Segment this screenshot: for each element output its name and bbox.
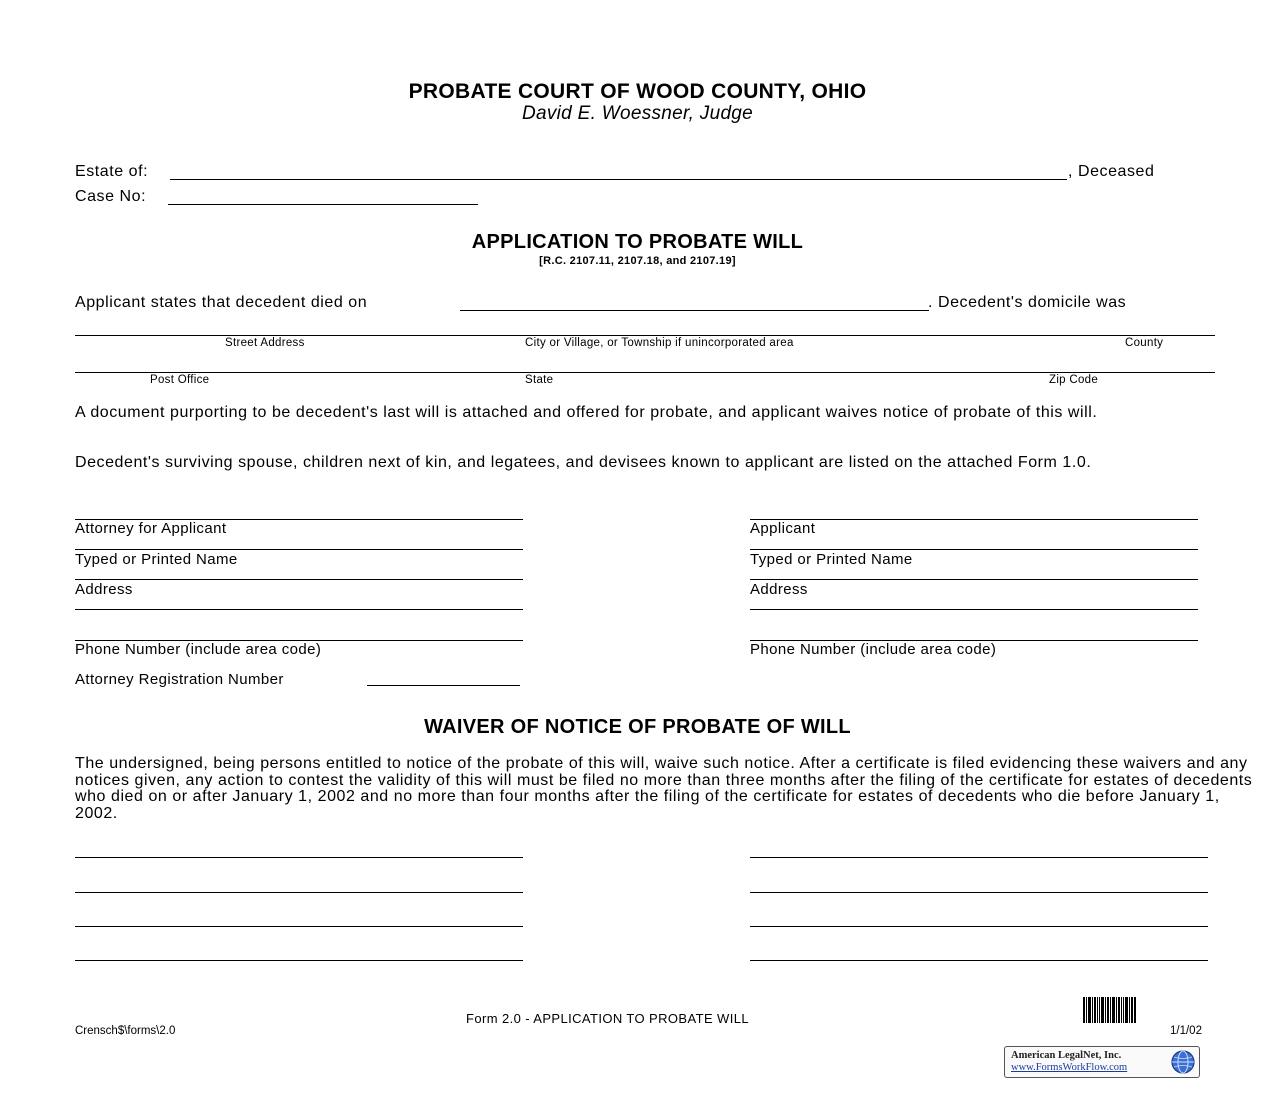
waiver-paragraph: The undersigned, being persons entitled to notice of the probate of this will, waive such notice. After a certificate is filed evidencing these waivers and any notices given, any action to contest the validity of this will must be filed no more than three months after the filing of the certificate for estates of decedents who died on or after January 1, 2002 and no more than four months after the filing of the certificate for estates of decedents who die before January 1, 2002. — [75, 755, 1253, 822]
domicile-postoffice-state-zip-field[interactable] — [75, 372, 1215, 373]
case-number-field[interactable] — [168, 204, 478, 205]
statute-reference: [R.C. 2107.11, 2107.18, and 2107.19] — [539, 255, 736, 267]
applicant-typed-name-label: Typed or Printed Name — [750, 551, 913, 568]
deceased-label: , Deceased — [1068, 163, 1155, 180]
american-legalnet-logo — [1004, 1046, 1200, 1078]
waiver-signature-line[interactable] — [75, 892, 523, 893]
waiver-signature-line[interactable] — [75, 926, 523, 927]
logo-website-link[interactable]: www.FormsWorkFlow.com — [1011, 1062, 1128, 1073]
will-attached-paragraph: A document purporting to be decedent's last will is attached and offered for probate, and applicant waives notice of probate of this will. — [75, 404, 1098, 421]
zip-code-label: Zip Code — [1049, 374, 1099, 386]
waiver-signature-line[interactable] — [75, 960, 523, 961]
waiver-signature-line[interactable] — [75, 857, 523, 858]
waiver-signature-line[interactable] — [750, 892, 1208, 893]
applicant-label: Applicant — [750, 520, 816, 537]
applicant-phone-label: Phone Number (include area code) — [750, 641, 997, 658]
barcode — [1083, 997, 1141, 1023]
globe-icon — [1170, 1049, 1196, 1075]
logo-company-name: American LegalNet, Inc. — [1011, 1050, 1122, 1061]
attorney-name-line[interactable] — [75, 549, 523, 550]
applicant-name-line[interactable] — [750, 549, 1198, 550]
court-title: PROBATE COURT OF WOOD COUNTY, OHIO — [408, 80, 867, 103]
death-date-field[interactable] — [460, 310, 929, 311]
estate-label: Estate of: — [75, 163, 149, 180]
attorney-address-line[interactable] — [75, 579, 523, 580]
attorney-phone-label: Phone Number (include area code) — [75, 641, 322, 658]
attorney-typed-name-label: Typed or Printed Name — [75, 551, 238, 568]
applicant-address-line-2[interactable] — [750, 609, 1198, 610]
domicile-street-city-county-field[interactable] — [75, 335, 1215, 336]
application-title: APPLICATION TO PROBATE WILL — [471, 231, 804, 253]
applicant-address-label: Address — [750, 581, 808, 598]
street-address-label: Street Address — [225, 337, 305, 349]
attorney-for-applicant-label: Attorney for Applicant — [75, 520, 227, 537]
waiver-signature-line[interactable] — [750, 926, 1208, 927]
kin-listed-paragraph: Decedent's surviving spouse, children next of kin, and legatees, and devisees known to applicant are listed on the attached Form 1.0. — [75, 454, 1092, 471]
judge-name: David E. Woessner, Judge — [521, 103, 754, 124]
attorney-address-line-2[interactable] — [75, 609, 523, 610]
file-path: Crensch$\forms\2.0 — [75, 1025, 176, 1037]
applicant-signature-line[interactable] — [750, 519, 1198, 520]
died-on-label: Applicant states that decedent died on — [75, 294, 368, 311]
post-office-label: Post Office — [150, 374, 210, 386]
applicant-address-line[interactable] — [750, 579, 1198, 580]
domicile-label: . Decedent's domicile was — [928, 294, 1127, 311]
form-footer: Form 2.0 - APPLICATION TO PROBATE WILL — [466, 1011, 749, 1026]
attorney-registration-field[interactable] — [367, 685, 520, 686]
estate-name-field[interactable] — [170, 179, 1067, 180]
case-label: Case No: — [75, 188, 147, 205]
state-label: State — [525, 374, 554, 386]
county-label: County — [1125, 337, 1164, 349]
attorney-address-label: Address — [75, 581, 133, 598]
city-label: City or Village, or Township if unincorporated area — [525, 337, 794, 349]
attorney-registration-label: Attorney Registration Number — [75, 671, 284, 688]
form-date: 1/1/02 — [1170, 1025, 1202, 1037]
waiver-title: WAIVER OF NOTICE OF PROBATE OF WILL — [424, 716, 851, 738]
waiver-signature-line[interactable] — [750, 857, 1208, 858]
waiver-signature-line[interactable] — [750, 960, 1208, 961]
